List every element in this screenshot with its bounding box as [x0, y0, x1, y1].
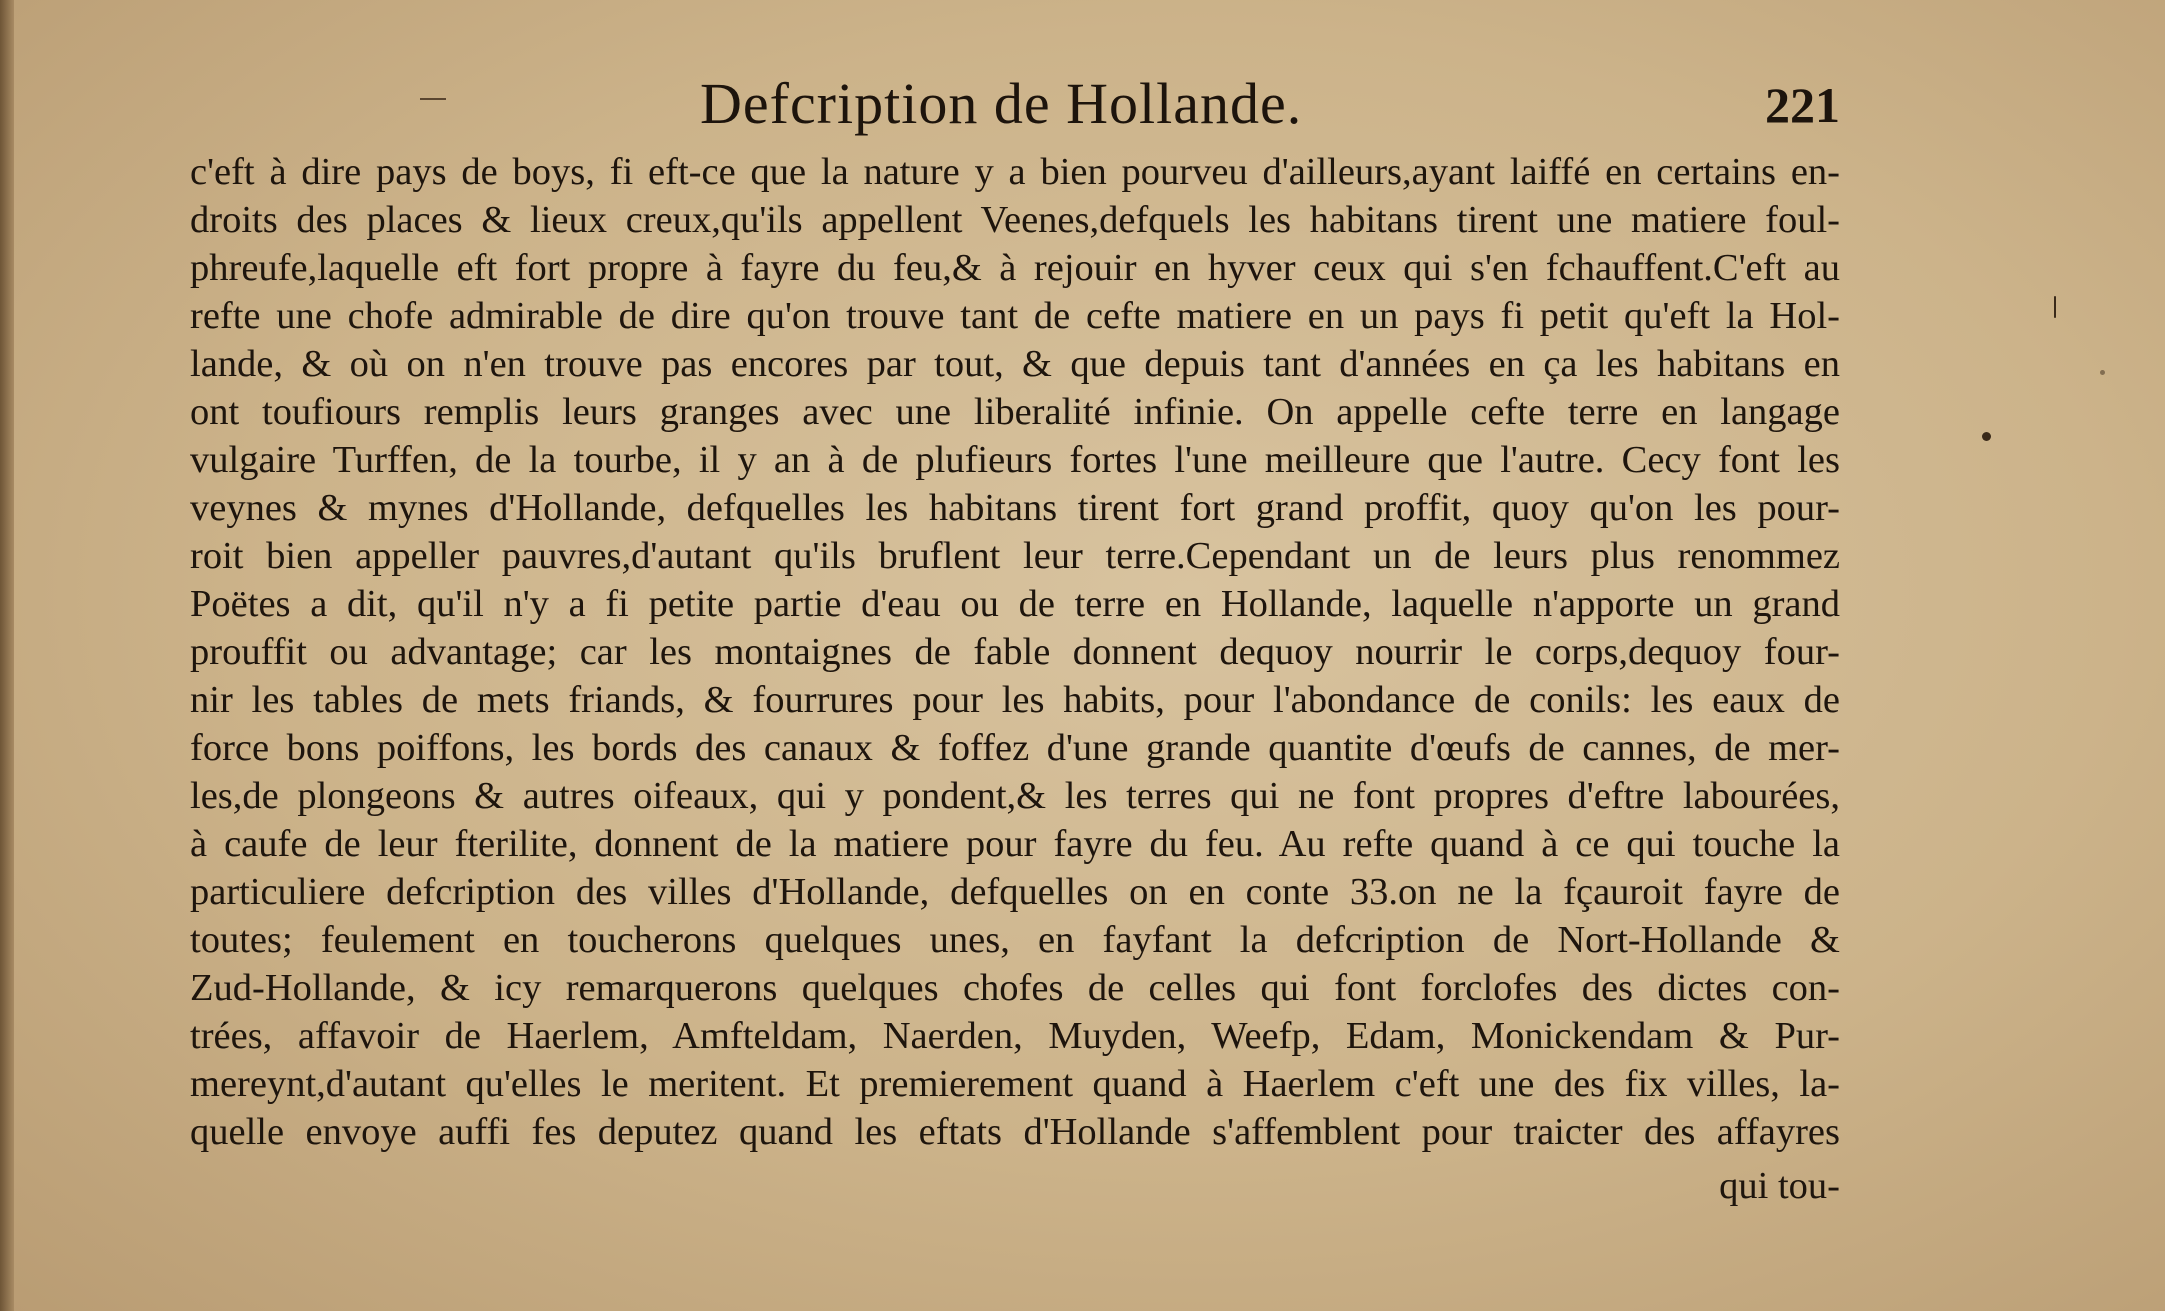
text-line: particuliere defcription des villes d'Hollande, defquelles on en conte 33.on ne la fçauroit fayre de [190, 871, 1840, 913]
text-line: à caufe de leur fterilite, donnent de la matiere pour fayre du feu. Au refte quand à ce qui touche la [190, 823, 1840, 865]
text-line: trées, affavoir de Haerlem, Amfteldam, Naerden, Muyden, Weefp, Edam, Monickendam & Pur- [190, 1015, 1840, 1057]
ink-speck [1982, 432, 1991, 441]
text-line: toutes; feulement en toucherons quelques unes, en fayfant la defcription de Nort-Hollande & [190, 919, 1840, 961]
text-line: vulgaire Turffen, de la tourbe, il y an à de plufieurs fortes l'une meilleure que l'autre. Cecy font les [190, 439, 1840, 481]
printer-mark [420, 98, 446, 100]
text-line: les,de plongeons & autres oifeaux, qui y pondent,& les terres qui ne font propres d'eftre labourées, [190, 775, 1840, 817]
page-title: Defcription de Hollande. [700, 71, 1303, 136]
text-line: Zud-Hollande, & icy remarquerons quelques chofes de celles qui font forclofes des dictes con- [190, 967, 1840, 1009]
page-number: 221 [1765, 77, 1840, 133]
text-line: prouffit ou advantage; car les montaignes de fable donnent dequoy nourrir le corps,dequoy four- [190, 631, 1840, 673]
text-line: quelle envoye auffi fes deputez quand les eftats d'Hollande s'affemblent pour traicter des affayres [190, 1111, 1840, 1153]
text-line: ont toufiours remplis leurs granges avec une liberalité infinie. On appelle cefte terre en langage [190, 391, 1840, 433]
running-head [190, 70, 1840, 150]
ink-speck [2054, 296, 2056, 318]
text-line: veynes & mynes d'Hollande, defquelles les habitans tirent fort grand proffit, quoy qu'on les pour- [190, 487, 1840, 529]
text-line: refte une chofe admirable de dire qu'on trouve tant de cefte matiere en un pays fi petit qu'eft la Hol- [190, 295, 1840, 337]
text-line: nir les tables de mets friands, & fourrures pour les habits, pour l'abondance de conils: les eaux de [190, 679, 1840, 721]
text-line: lande, & où on n'en trouve pas encores par tout, & que depuis tant d'années en ça les habitans en [190, 343, 1840, 385]
text-line: phreufe,laquelle eft fort propre à fayre du feu,& à rejouir en hyver ceux qui s'en fchauffent.C'eft au [190, 247, 1840, 289]
ink-speck [2100, 370, 2105, 375]
catchword-row [190, 1162, 1840, 1210]
text-line: mereynt,d'autant qu'elles le meritent. Et premierement quand à Haerlem c'eft une des fix villes, la- [190, 1063, 1840, 1105]
text-line: force bons poiffons, les bords des canaux & foffez d'une grande quantite d'œufs de cannes, de mer- [190, 727, 1840, 769]
text-line: roit bien appeller pauvres,d'autant qu'ils bruflent leur terre.Cependant un de leurs plus renommez [190, 535, 1840, 577]
text-line: droits des places & lieux creux,qu'ils appellent Veenes,defquels les habitans tirent une matiere foul- [190, 199, 1840, 241]
body-text [190, 148, 1840, 1210]
page-gutter-edge [0, 0, 14, 1311]
catchword: qui tou- [1719, 1165, 1840, 1207]
text-line: c'eft à dire pays de boys, fi eft-ce que la nature y a bien pourveu d'ailleurs,ayant laiffé en certains en- [190, 151, 1840, 193]
text-line: Poëtes a dit, qu'il n'y a fi petite partie d'eau ou de terre en Hollande, laquelle n'apporte un grand [190, 583, 1840, 625]
